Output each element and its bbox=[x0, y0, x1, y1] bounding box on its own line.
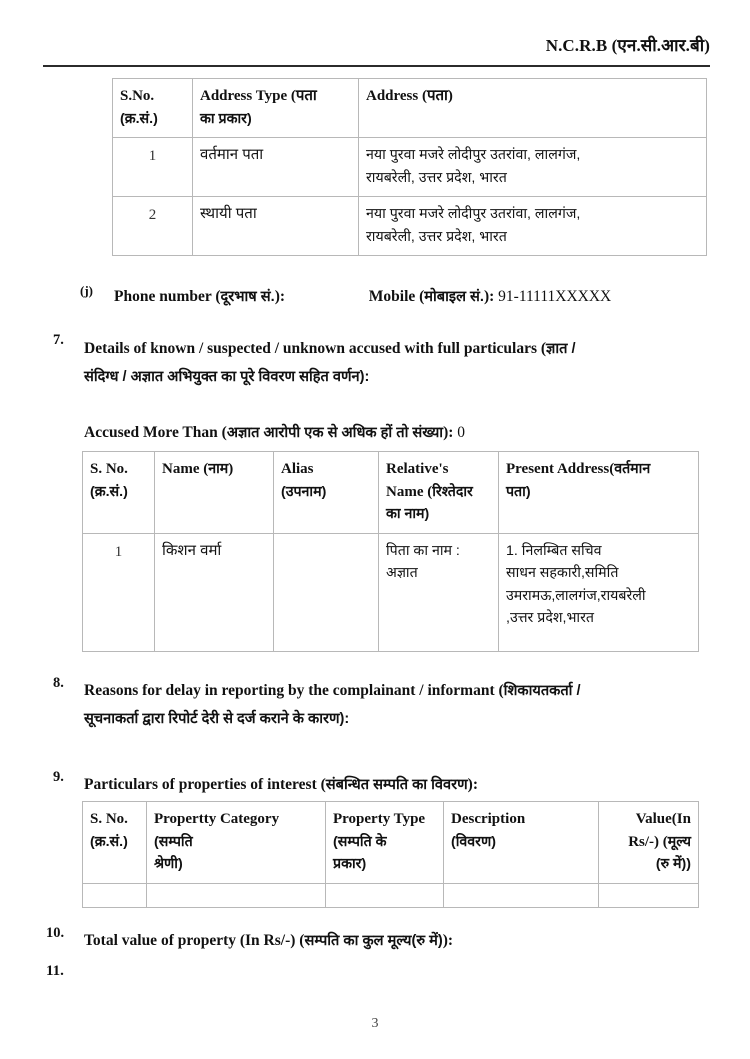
phone-item-marker: (j) bbox=[80, 283, 93, 298]
section-9-title-close: ): bbox=[467, 776, 478, 793]
accused-more-than-label-hi: अज्ञात आरोपी एक से अधिक हों तो संख्या bbox=[226, 425, 444, 441]
accused-row1-address-line1: 1. निलम्बित सचिव bbox=[506, 542, 602, 559]
accused-header-present-en: Present Address( bbox=[506, 461, 615, 477]
accused-more-than-value: 0 bbox=[457, 424, 466, 441]
property-header-category-hi2: श्रेणी) bbox=[154, 856, 183, 872]
property-header-type-hi: (सम्पति के bbox=[333, 833, 387, 850]
address-row1-address bbox=[359, 138, 707, 197]
accused-header-sno bbox=[83, 452, 155, 534]
property-header-category-en: Propertty Category bbox=[154, 811, 280, 827]
accused-row1-relative-line2: अज्ञात bbox=[386, 565, 418, 581]
accused-header-name bbox=[155, 452, 274, 534]
mobile-label-en: Mobile ( bbox=[368, 288, 425, 305]
table-header-row bbox=[83, 452, 699, 534]
page-number: 3 bbox=[371, 1016, 379, 1031]
property-header-desc-en: Description bbox=[451, 811, 526, 827]
section-9-number: 9. bbox=[53, 769, 64, 785]
section-9-title-hi: संबन्धित सम्पति का विवरण bbox=[325, 777, 468, 793]
address-row1-type: वर्तमान पता bbox=[193, 138, 359, 197]
property-row1-value bbox=[599, 883, 699, 907]
accused-row1-address-line2: साधन सहकारी,समिति bbox=[506, 565, 619, 581]
table-row bbox=[113, 138, 707, 197]
section-9-title bbox=[84, 772, 709, 798]
accused-header-relative-hi2: का नाम) bbox=[386, 506, 430, 522]
property-row1-description bbox=[444, 883, 599, 907]
address-table bbox=[112, 78, 707, 256]
section-8-title bbox=[84, 678, 709, 704]
accused-row1-relative-name bbox=[379, 533, 499, 651]
accused-header-relative-hi: रिश्तेदार bbox=[432, 483, 473, 500]
property-header-value bbox=[599, 802, 699, 884]
property-row1-type bbox=[326, 883, 444, 907]
property-header-sno-hi: (क्र.सं.) bbox=[90, 833, 128, 850]
header-sno-en: S.No. bbox=[120, 88, 155, 104]
section-7-title-line2 bbox=[84, 364, 709, 390]
property-header-type-en: Property Type bbox=[333, 811, 426, 827]
accused-row1-address-line3: उमरामऊ,लालगंज,रायबरेली bbox=[506, 587, 646, 604]
accused-header-name-en: Name ( bbox=[162, 461, 209, 477]
section-10-number: 10. bbox=[46, 925, 65, 941]
section-7-title-hi-1: ज्ञात / bbox=[546, 341, 576, 357]
section-10-title-en: Total value of property (In Rs/-) ( bbox=[84, 932, 305, 949]
address-row2-address bbox=[359, 197, 707, 256]
accused-header-present-hi: वर्तमान bbox=[614, 461, 651, 477]
accused-header-relative-en: Relative's bbox=[386, 461, 449, 477]
section-8-number: 8. bbox=[53, 675, 64, 691]
section-9-title-en: Particulars of properties of interest ( bbox=[84, 776, 326, 793]
address-row2-sno: 2 bbox=[113, 197, 193, 256]
address-row1-sno: 1 bbox=[113, 138, 193, 197]
accused-row1-address-line4: ,उत्तर प्रदेश,भारत bbox=[506, 610, 594, 626]
table-header-row bbox=[83, 802, 699, 884]
address-row1-line1: नया पुरवा मजरे लोदीपुर उतरांवा, लालगंज, bbox=[366, 147, 581, 163]
property-header-category-hi: (सम्पति bbox=[154, 833, 193, 850]
accused-row1-sno: 1 bbox=[83, 533, 155, 651]
table-row bbox=[83, 533, 699, 651]
address-table-header-type bbox=[193, 79, 359, 138]
accused-header-present-hi2: पता) bbox=[506, 483, 531, 500]
accused-row1-present-address bbox=[499, 533, 699, 651]
header-sno-hi: (क्र.सं.) bbox=[120, 110, 158, 127]
property-header-sno bbox=[83, 802, 147, 884]
accused-more-than-row bbox=[84, 420, 709, 446]
property-header-value-en: Value(In bbox=[635, 811, 691, 827]
section-10-title-hi: सम्पति का कुल मूल्य(रु में) bbox=[304, 933, 443, 949]
property-header-desc-hi: (विवरण) bbox=[451, 833, 496, 850]
section-7-title-hi-2: संदिग्ध / अज्ञात अभियुक्त का पूरे विवरण सहित वर्णन): bbox=[84, 369, 370, 385]
accused-header-sno-hi: (क्र.सं.) bbox=[90, 483, 128, 500]
table-row bbox=[83, 883, 699, 907]
accused-header-alias bbox=[274, 452, 379, 534]
property-header-type-hi2: प्रकार) bbox=[333, 856, 367, 872]
accused-header-name-close: ) bbox=[228, 461, 234, 477]
property-header-category bbox=[147, 802, 326, 884]
address-row1-line2: रायबरेली, उत्तर प्रदेश, भारत bbox=[366, 169, 507, 186]
property-header-sno-en: S. No. bbox=[90, 811, 128, 827]
section-7-number: 7. bbox=[53, 332, 64, 348]
property-header-value-hi2: (रु में)) bbox=[655, 856, 691, 872]
property-header-value-en2: Rs/-) ( bbox=[628, 833, 668, 850]
property-header-type bbox=[326, 802, 444, 884]
property-header-description bbox=[444, 802, 599, 884]
page-header-title: N.C.R.B (एन.सी.आर.बी) bbox=[545, 36, 710, 55]
accused-header-relative-en2: Name ( bbox=[386, 483, 433, 500]
accused-row1-alias bbox=[274, 533, 379, 651]
accused-header-relative-name bbox=[379, 452, 499, 534]
mobile-label-close: ): bbox=[483, 288, 495, 305]
header-type-en: Address Type (पता bbox=[200, 88, 317, 104]
section-8-title-hi-2: सूचनाकर्ता द्वारा रिपोर्ट देरी से दर्ज कराने के कारण): bbox=[84, 711, 350, 727]
property-row1-sno bbox=[83, 883, 147, 907]
section-7-title-en: Details of known / suspected / unknown accused with full particulars ( bbox=[84, 340, 547, 357]
table-header-row bbox=[113, 79, 707, 138]
address-row2-type: स्थायी पता bbox=[193, 197, 359, 256]
property-row1-category bbox=[147, 883, 326, 907]
accused-more-than-close: ): bbox=[443, 424, 454, 441]
accused-header-name-hi: नाम bbox=[208, 461, 229, 477]
accused-table bbox=[82, 451, 699, 652]
accused-header-alias-hi: (उपनाम) bbox=[281, 483, 327, 500]
table-row bbox=[113, 197, 707, 256]
section-7-title bbox=[84, 336, 709, 362]
accused-header-alias-en: Alias bbox=[281, 461, 314, 477]
accused-row1-name: किशन वर्मा bbox=[155, 533, 274, 651]
header-address: Address (पता) bbox=[366, 88, 453, 104]
address-row2-line1: नया पुरवा मजरे लोदीपुर उतरांवा, लालगंज, bbox=[366, 206, 581, 222]
phone-label-hi: दूरभाष सं. bbox=[220, 289, 275, 305]
accused-header-present-address bbox=[499, 452, 699, 534]
phone-label-close: ): bbox=[274, 288, 286, 305]
mobile-value: 91-11111XXXXX bbox=[498, 288, 612, 305]
accused-more-than-label-en: Accused More Than ( bbox=[84, 424, 227, 441]
address-table-header-sno bbox=[113, 79, 193, 138]
header-divider bbox=[43, 65, 710, 67]
property-header-value-hi: मूल्य bbox=[667, 833, 691, 850]
section-8-title-en: Reasons for delay in reporting by the complainant / informant ( bbox=[84, 682, 504, 699]
phone-number-row bbox=[114, 284, 714, 310]
mobile-label-hi: मोबाइल सं. bbox=[424, 289, 484, 305]
header-type-hi: का प्रकार) bbox=[200, 110, 252, 127]
section-11-number: 11. bbox=[46, 963, 64, 979]
accused-row1-relative-line1: पिता का नाम : bbox=[386, 542, 460, 559]
phone-label-en: Phone number ( bbox=[114, 288, 221, 305]
section-10-title bbox=[84, 928, 709, 954]
section-10-title-close: ): bbox=[442, 932, 454, 949]
address-table-header-address bbox=[359, 79, 707, 138]
section-8-title-line2 bbox=[84, 706, 709, 732]
property-table bbox=[82, 801, 699, 908]
accused-header-sno-en: S. No. bbox=[90, 461, 128, 477]
section-8-title-hi-1: शिकायतकर्ता / bbox=[503, 683, 581, 699]
address-row2-line2: रायबरेली, उत्तर प्रदेश, भारत bbox=[366, 228, 507, 245]
